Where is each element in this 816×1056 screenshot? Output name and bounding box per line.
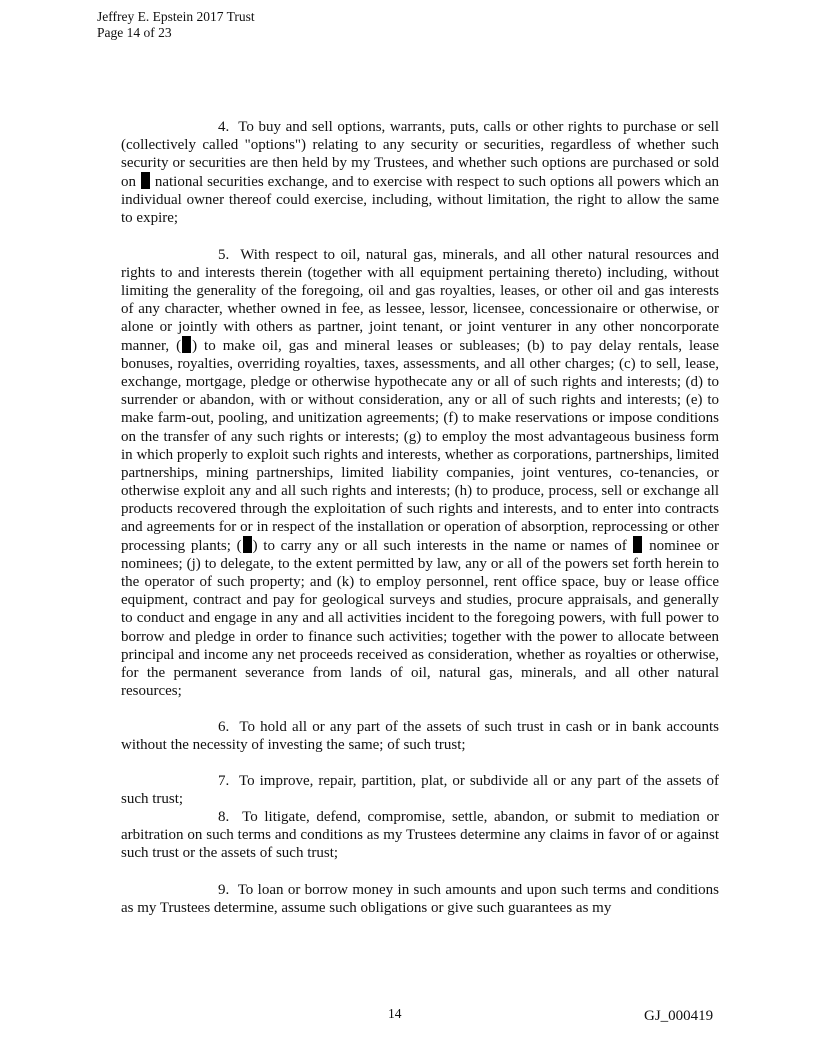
paragraph-text: To hold all or any part of the assets of such trust in cash or in bank accounts without the necessity of investing the same; of such trust;: [121, 718, 720, 753]
page-header: [97, 9, 255, 41]
paragraph-text: To litigate, defend, compromise, settle, abandon, or submit to mediation or arbitration on such terms and conditions as my Trustees determine any claims in favor of or against such trust or the assets of such trust;: [121, 809, 720, 862]
paragraph-7: [121, 772, 719, 808]
paragraph-5: [121, 246, 719, 700]
paragraph-text: ) to carry any or all such interests in the name or names of: [252, 538, 627, 555]
paragraph-number: 8.: [218, 809, 230, 826]
paragraph-4: [121, 118, 719, 228]
paragraph-number: 6.: [218, 718, 230, 735]
document-body: [121, 118, 719, 917]
trust-title: Jeffrey E. Epstein 2017 Trust: [97, 9, 255, 24]
redaction-block: [633, 536, 642, 553]
document-id: GJ_000419: [644, 1008, 714, 1024]
paragraph-number: 5.: [218, 246, 230, 263]
paragraph-text: national securities exchange, and to exercise with respect to such options all powers which an individual owner thereof could exercise, including, without limitation, the right to allow the same to expire;: [121, 174, 720, 227]
paragraph-8: [121, 808, 719, 862]
paragraph-text: With respect to oil, natural gas, minerals, and all other natural resources and rights to and interests therein (together with all equipment pertaining thereto) including, without limiting the generality of the foregoing, oil and gas royalties, leases, or other oil and gas interests of any character, whether owned in fee, as lessee, lessor, licensee, concessionaire or otherwise, or alone or jointly with others as partner, joint tenant, or joint venturer in any other noncorporate manner, (: [121, 246, 720, 355]
paragraph-9: [121, 881, 719, 917]
paragraph-text: ) to make oil, gas and mineral leases or subleases; (b) to pay delay rentals, lease bonuses, royalties, overriding royalties, taxes, assessments, and all other charges; (c) to sell, lease, exchange, mortgage, pledge or otherwise hypothecate any or all of such rights and interests; (d) to surrender or abandon, with or without consideration, any or all of such rights and interests; (e) to make farm-out, pooling, and unitization agreements; (f) to make reservations or impose conditions on the transfer of any such rights or interests; (g) to employ the most advantageous business form in which properly to exploit such rights and interests, whether as corporations, partnerships, limited partnerships, mining partnerships, limited liability companies, joint ventures, co-tenancies, or otherwise exploit any and all such rights and interests; (h) to produce, process, sell or exchange all products recovered through the exploitation of such rights and interests, and to enter into contracts and agreements for or in respect of the installation or operation of absorption, reprocessing or other processing plants; (: [121, 338, 719, 555]
page-number: 14: [388, 1006, 402, 1021]
paragraph-number: 4.: [218, 119, 230, 135]
paragraph-text: To loan or borrow money in such amounts and upon such terms and conditions as my Trustees determine, assume such obligations or give such guarantees as my: [121, 881, 719, 916]
paragraph-text: To improve, repair, partition, plat, or subdivide all or any part of the assets of such trust;: [121, 773, 719, 808]
paragraph-text: nominee or nominees; (j) to delegate, to the extent permitted by law, any or all of the powers set forth herein to the operator of such property; and (k) to employ personnel, rent office space, buy or lease office equipment, contract and pay for geological surveys and studies, procure appraisals, and generally to conduct and engage in any and all activities incident to the foregoing powers, with full power to borrow and pledge in order to finance such activities; together with the power to allocate between principal and income any net proceeds received as consideration, whether as royalties or otherwise, for the permanent severance from lands of oil, natural gas, minerals, and all other natural resources;: [121, 538, 719, 699]
paragraph-number: 9.: [218, 881, 230, 898]
paragraph-6: [121, 718, 719, 754]
page-indicator: Page 14 of 23: [97, 25, 172, 40]
redaction-block: [141, 172, 150, 189]
paragraph-number: 7.: [218, 773, 230, 790]
redaction-block: [243, 536, 252, 553]
paragraph-text: To buy and sell options, warrants, puts, calls or other rights to purchase or sell (collectively called "options") relating to any security or securities, regardless of whether such security or securities are then held by my Trustees, and whether such options are purchased or sold on: [121, 119, 719, 191]
redaction-block: [182, 336, 191, 353]
